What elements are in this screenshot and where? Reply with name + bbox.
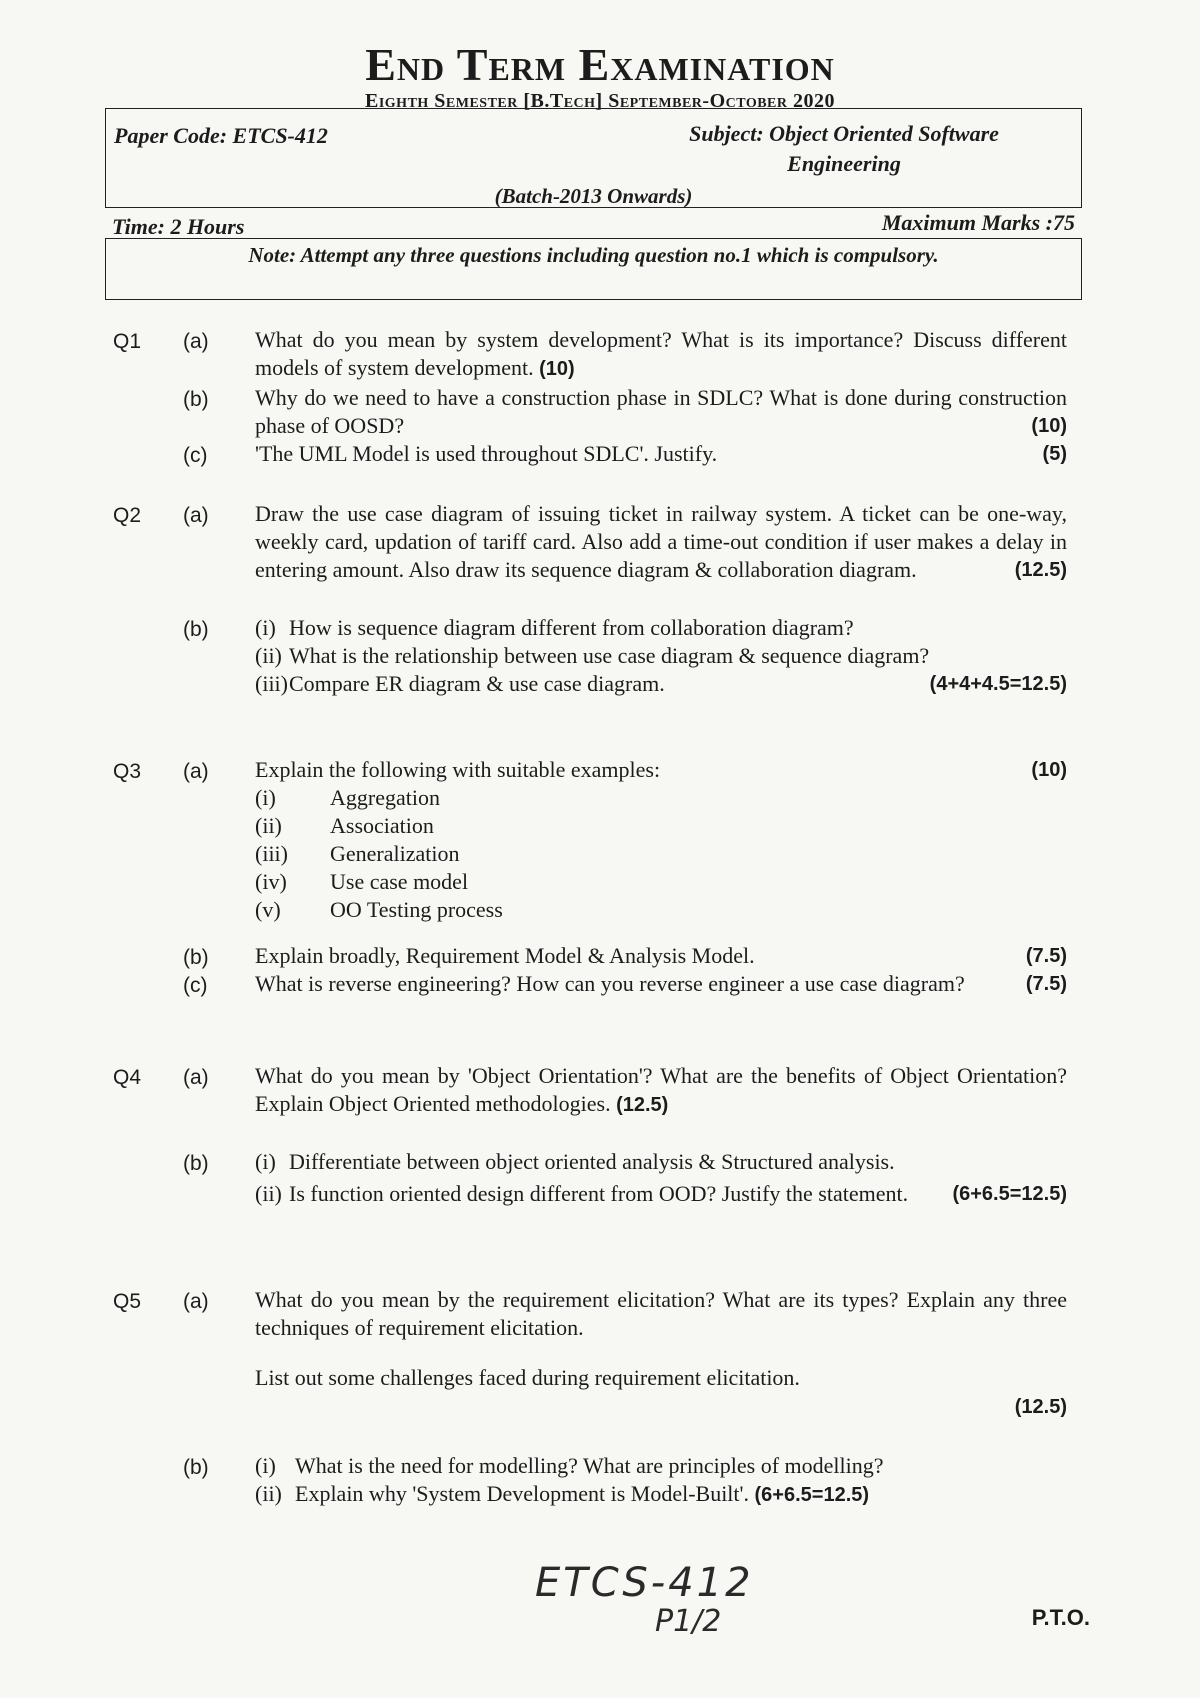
question-text [255, 1062, 1067, 1119]
marks: (12.5) [616, 1094, 669, 1116]
question-text [255, 1148, 1067, 1208]
q5b-i-text: What is the need for modelling? What are principles of modelling? [295, 1453, 884, 1478]
question-number: Q1 [113, 330, 142, 353]
question-text [255, 756, 1067, 924]
part-label: (a) [183, 1066, 209, 1089]
question-number: Q5 [113, 1290, 142, 1313]
q1a-text: What do you mean by system development? What is its importance? Discuss different models of system development. [255, 327, 1067, 380]
item-label: (v) [255, 897, 281, 922]
list-item [255, 784, 1067, 812]
question-1 [95, 326, 1095, 466]
item-label: (iii) [255, 841, 288, 866]
part-label: (b) [183, 1152, 209, 1175]
question-text [255, 326, 1067, 383]
part-label: (c) [183, 444, 208, 467]
please-turn-over: P.T.O. [1031, 1605, 1090, 1630]
question-5 [95, 1286, 1095, 1536]
list-item [255, 868, 1067, 896]
item-text: Generalization [330, 841, 460, 866]
part-label: (a) [183, 504, 209, 527]
handwritten-page-number: P1/2 [655, 1604, 722, 1639]
question-number: Q2 [113, 504, 142, 527]
instruction-note [105, 238, 1082, 300]
subject-line-1: Subject: Object Oriented Software [689, 121, 999, 146]
sub-label: (ii) [255, 1181, 282, 1206]
exam-title: End Term Examination [365, 39, 835, 90]
sub-question [255, 1480, 1067, 1509]
question-text [255, 1452, 1067, 1509]
part-label: (a) [183, 1290, 209, 1313]
list-item [255, 840, 1067, 868]
sub-question [255, 1452, 1067, 1480]
q5b-ii-text: Explain why 'System Development is Model-Built'. [295, 1481, 749, 1506]
part-label: (a) [183, 330, 209, 353]
batch: (Batch-2013 Onwards) [494, 184, 693, 208]
note-text: Note: Attempt any three questions including question no.1 which is compulsory. [248, 243, 939, 267]
marks: (10) [1031, 415, 1067, 437]
semester-line: Eighth Semester [B.Tech] September-October 2020 [365, 90, 835, 112]
time-allowed: Time: 2 Hours [112, 214, 245, 239]
question-text [255, 1286, 1067, 1421]
marks: (10) [1031, 759, 1067, 781]
marks: (5) [1042, 443, 1067, 465]
marks: (10) [539, 358, 575, 380]
sub-label: (ii) [255, 643, 282, 668]
item-label: (iv) [255, 869, 287, 894]
sub-question [255, 614, 1067, 642]
marks: (7.5) [1025, 945, 1067, 967]
item-label: (i) [255, 785, 276, 810]
question-3 [95, 756, 1095, 1031]
sub-label: (i) [255, 615, 276, 640]
q4b-ii-text: Is function oriented design different from OOD? Justify the statement. [289, 1181, 909, 1206]
sub-label: (i) [255, 1453, 276, 1478]
sub-label: (iii) [255, 671, 288, 696]
sub-question [255, 642, 1067, 670]
part-label: (b) [183, 1456, 209, 1479]
subject [629, 119, 1059, 179]
marks: (12.5) [1014, 559, 1067, 581]
q2b-i-text: How is sequence diagram different from collaboration diagram? [289, 615, 854, 640]
question-text [255, 614, 1067, 698]
marks: (12.5) [1014, 1396, 1067, 1418]
question-text [255, 500, 1067, 584]
question-text [255, 970, 1067, 998]
item-label: (ii) [255, 813, 282, 838]
sub-question [255, 1148, 1067, 1176]
marks: (4+4+4.5=12.5) [929, 673, 1067, 695]
part-label: (b) [183, 618, 209, 641]
marks: (6+6.5=12.5) [754, 1484, 870, 1506]
q3a-text: Explain the following with suitable examples: [255, 757, 661, 782]
sub-label: (ii) [255, 1481, 282, 1506]
marks: (6+6.5=12.5) [952, 1183, 1067, 1205]
item-text: Aggregation [330, 785, 440, 810]
item-text: Use case model [330, 869, 469, 894]
part-label: (b) [183, 946, 209, 969]
q4a-text: What do you mean by 'Object Orientation'? What are the benefits of Object Orientation? Explain Object Oriented methodologies. [255, 1063, 1067, 1116]
marks: (7.5) [1025, 973, 1067, 995]
sub-question [255, 670, 1067, 698]
q2a-text: Draw the use case diagram of issuing ticket in railway system. A ticket can be one-way, weekly card, updation of tariff card. Also add a time-out condition if user makes a delay in entering amount. Also draw its sequence diagram & collaboration diagram. [255, 501, 1067, 582]
item-text: Association [330, 813, 434, 838]
q3b-text: Explain broadly, Requirement Model & Analysis Model. [255, 943, 755, 968]
part-label: (a) [183, 760, 209, 783]
maximum-marks: Maximum Marks :75 [881, 210, 1075, 235]
q1c-text: 'The UML Model is used throughout SDLC'. Justify. [255, 441, 718, 466]
q5a-text: What do you mean by the requirement elicitation? What are its types? Explain any three techniques of requirement elicitation. [255, 1287, 1067, 1340]
question-number: Q3 [113, 760, 142, 783]
subject-line-2: Engineering [787, 151, 901, 176]
sub-label: (i) [255, 1149, 276, 1174]
question-4 [95, 1062, 1095, 1252]
list-item [255, 812, 1067, 840]
question-text [255, 384, 1067, 440]
question-number: Q4 [113, 1066, 142, 1089]
handwritten-paper-code: ETCS-412 [535, 1560, 754, 1606]
item-text: OO Testing process [330, 897, 503, 922]
paper-info-box [105, 108, 1082, 208]
q1b-text: Why do we need to have a construction phase in SDLC? What is done during construction phase of OOSD? [255, 385, 1067, 438]
question-text [255, 942, 1067, 970]
q3c-text: What is reverse engineering? How can you reverse engineer a use case diagram? [255, 971, 965, 996]
q4b-i-text: Differentiate between object oriented analysis & Structured analysis. [289, 1149, 895, 1174]
sub-question [255, 1180, 1067, 1208]
part-label: (b) [183, 388, 209, 411]
q2b-ii-text: What is the relationship between use case diagram & sequence diagram? [289, 643, 930, 668]
paper-code: Paper Code: ETCS-412 [114, 123, 328, 148]
part-label: (c) [183, 974, 208, 997]
question-text [255, 440, 1067, 468]
list-item [255, 896, 1067, 924]
question-2 [95, 500, 1095, 725]
q2b-iii-text: Compare ER diagram & use case diagram. [289, 671, 665, 696]
q5a-text-2: List out some challenges faced during requirement elicitation. [255, 1365, 800, 1390]
marks-row [255, 1392, 1067, 1421]
